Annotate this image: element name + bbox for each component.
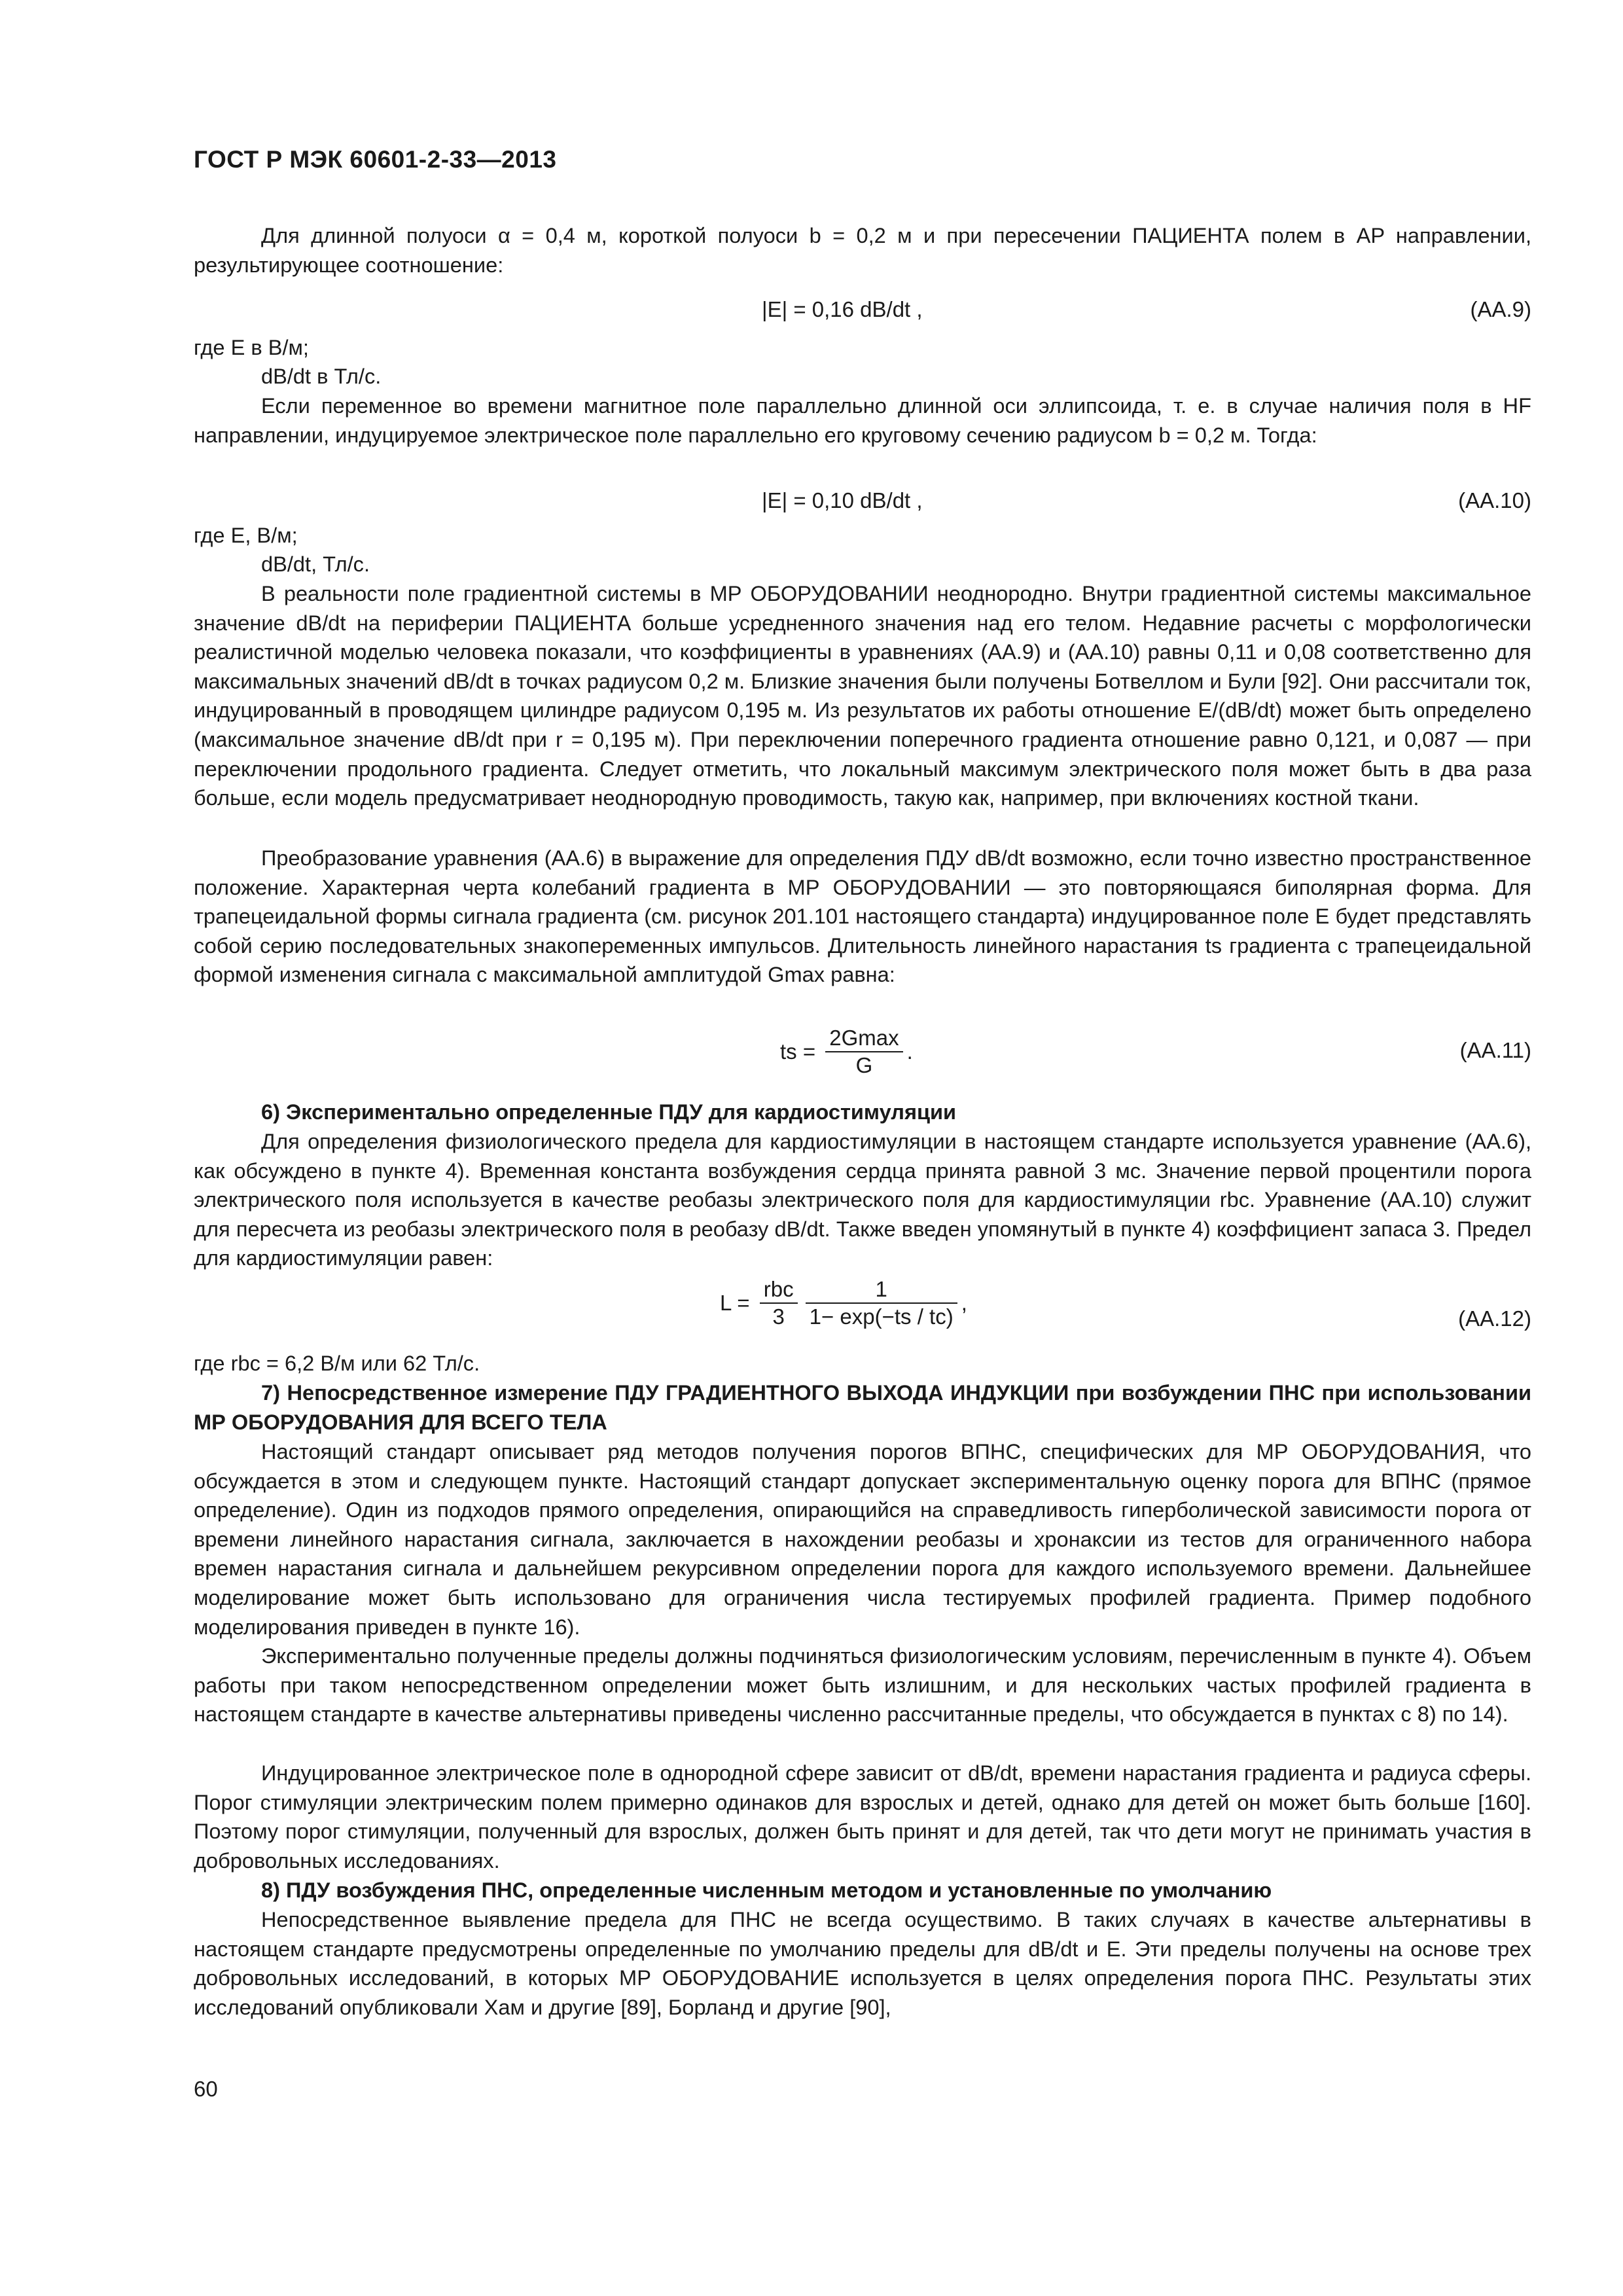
equation-number-aa11: (АА.11) bbox=[1459, 1038, 1531, 1062]
section-heading-7: 7) Непосредственное измерение ПДУ ГРАДИЕНТНОГО ВЫХОДА ИНДУКЦИИ при возбуждении ПНС при использовании МР ОБОРУДОВАНИЯ ДЛЯ ВСЕГО ТЕЛА bbox=[194, 1380, 1531, 1434]
equation-rhs: = 0,16 dB/dt , bbox=[793, 297, 923, 321]
paragraph-gradient-field: В реальности поле градиентной системы в МР ОБОРУДОВАНИИ неоднородно. Внутри градиентной системы максимальное значение dB/dt на периферии ПАЦИЕНТА больше усредненного значения над его телом. Недавние расчеты с морфологически реалистичной моделью человека показали, что коэффициенты в уравнениях (АА.9) и (АА.10) равны 0,11 и 0,08 соответственно для максимальных значений dB/dt в точках радиусом 0,2 м. Близкие значения были получены Ботвеллом и Були [92]. Они рассчитали ток, индуцированный в проводящем цилиндре радиусом 0,195 м. Из результатов их работы отношение E/(dB/dt) может быть определено (максимальное значение dB/dt при r = 0,195 м). При переключении поперечного градиента отношение равно 0,121, и 0,087 — при переключении продольного градиента. Следует отметить, что локальный максимум электрического поля может быть в два раза больше, если модель предусматривает неоднородную проводимость, такую как, например, при включениях костной ткани. bbox=[194, 581, 1531, 810]
paragraph-default-limits: Непосредственное выявление предела для ПНС не всегда осуществимо. В таких случаях в качестве альтернативы в настоящем стандарте предусмотрены определенные по умолчанию пределы для dB/dt и E. Эти пределы получены на основе трех добровольных исследований, в которых МР ОБОРУДОВАНИЕ используется в целях определения порога ПНС. Результаты этих исследований опубликовали Хам и другие [89], Борланд и другие [90], bbox=[194, 1907, 1531, 2019]
paragraph-transform-aa6: Преобразование уравнения (АА.6) в выражение для определения ПДУ dB/dt возможно, если точно известно пространственное положение. Характерная черта колебаний градиента в МР ОБОРУДОВАНИИ — это повторяющаяся биполярная форма. Для трапецеидальной формы сигнала градиента (см. рисунок 201.101 настоящего стандарта) индуцированное поле E будет представлять собой серию последовательных знакопеременных импульсов. Длительность линейного нарастания ts градиента с трапецеидальной формой изменения сигнала с максимальной амплитудой Gmax равна: bbox=[194, 846, 1531, 987]
paragraph-where-rbc: где rbc = 6,2 В/м или 62 Тл/с. bbox=[194, 1351, 480, 1375]
equation-number-aa10: (АА.10) bbox=[1458, 488, 1531, 512]
equation-number-aa12: (АА.12) bbox=[1458, 1306, 1531, 1331]
equation-aa11 bbox=[780, 1025, 913, 1079]
equation-fraction-1 bbox=[760, 1276, 798, 1330]
paragraph-ellipsoid-ap: Для длинной полуоси α = 0,4 м, короткой полуоси b = 0,2 м и при пересечении ПАЦИЕНТА полем в AP направлении, результирующее соотношение: bbox=[194, 223, 1531, 277]
equation-aa9 bbox=[762, 297, 923, 322]
document-header: ГОСТ Р МЭК 60601-2-33—2013 bbox=[194, 146, 557, 173]
fraction-numerator: rbc bbox=[760, 1276, 798, 1304]
paragraph-induced-field: Индуцированное электрическое поле в однородной сфере зависит от dB/dt, времени нарастания градиента и радиуса сферы. Порог стимуляции электрическим полем примерно одинаков для взрослых и детей, однако для детей он может быть больше [160]. Поэтому порог стимуляции, полученный для взрослых, должен быть принят и для детей, так что дети могут не принимать участия в добровольных исследованиях. bbox=[194, 1761, 1531, 1873]
paragraph-hf-direction: Если переменное во времени магнитное поле параллельно длинной оси эллипсоида, т. е. в случае наличия поля в HF направлении, индуцируемое электрическое поле параллельно его круговому сечению радиусом b = 0,2 м. Тогда: bbox=[194, 393, 1531, 447]
equation-lhs: L = bbox=[720, 1291, 750, 1315]
page-number: 60 bbox=[194, 2077, 218, 2101]
fraction-numerator: 1 bbox=[806, 1276, 957, 1304]
equation-lhs: |E| bbox=[762, 297, 788, 321]
paragraph-where-e: где E в В/м; bbox=[194, 335, 309, 359]
paragraph-where-dbdt-2: dB/dt, Тл/с. bbox=[261, 552, 370, 576]
equation-lhs: ts = bbox=[780, 1039, 816, 1064]
equation-rhs: = 0,10 dB/dt , bbox=[793, 488, 923, 512]
fraction-denominator: 3 bbox=[772, 1304, 785, 1329]
paragraph-pns-methods: Настоящий стандарт описывает ряд методов получения порогов ВПНС, специфических для МР ОБОРУДОВАНИЯ, что обсуждается в этом и следующем пункте. Настоящий стандарт допускает экспериментальную оценку порога для ВПНС (прямое определение). Один из подходов прямого определения, опирающийся на справедливость гиперболической зависимости порога от времени линейного нарастания сигнала, заключается в нахождении реобазы и хронаксии из тестов для ограниченного набора времен нарастания сигнала и дальнейшем рекурсивном определении порога для каждого используемого времени. Дальнейшее моделирование может быть использовано для ограничения числа тестируемых профилей градиента. Пример подобного моделирования приведен в пункте 16). bbox=[194, 1439, 1531, 1639]
section-heading-8: 8) ПДУ возбуждения ПНС, определенные численным методом и установленные по умолчанию bbox=[261, 1878, 1272, 1902]
equation-lhs: |E| bbox=[762, 488, 788, 512]
equation-fraction-2 bbox=[806, 1276, 957, 1330]
equation-tail: . bbox=[906, 1039, 913, 1064]
equation-tail: , bbox=[961, 1291, 967, 1315]
paragraph-experimental-limits: Экспериментально полученные пределы должны подчиняться физиологическим условиям, перечисленным в пункте 4). Объем работы при таком непосредственном определении может быть излишним, и для нескольких частых профилей градиента в настоящем стандарте в качестве альтернативы приведены численно рассчитанные пределы, что обсуждается в пунктах с 8) по 14). bbox=[194, 1643, 1531, 1727]
fraction-denominator: 1− exp(−ts / tc) bbox=[809, 1304, 954, 1329]
section-heading-6: 6) Экспериментально определенные ПДУ для кардиостимуляции bbox=[261, 1100, 957, 1124]
paragraph-cardiostimulation: Для определения физиологического предела для кардиостимуляции в настоящем стандарте используется уравнение (АА.6), как обсуждено в пункте 4). Временная константа возбуждения сердца принята равной 3 мс. Значение первой процентили порога электрического поля используется в качестве реобазы электрического поля для кардиостимуляции rbc. Уравнение (АА.10) служит для пересчета из реобазы электрического поля в реобазу dB/dt. Также введен упомянутый в пункте 4) коэффициент запаса 3. Предел для кардиостимуляции равен: bbox=[194, 1129, 1531, 1270]
paragraph-where-dbdt: dB/dt в Тл/с. bbox=[261, 364, 382, 388]
paragraph-where-e-2: где E, В/м; bbox=[194, 523, 298, 547]
equation-number-aa9: (АА.9) bbox=[1470, 297, 1531, 321]
equation-aa10 bbox=[762, 488, 923, 513]
equation-aa12 bbox=[720, 1276, 967, 1330]
fraction-numerator: 2Gmax bbox=[825, 1025, 902, 1052]
equation-fraction bbox=[825, 1025, 902, 1079]
fraction-denominator: G bbox=[855, 1053, 873, 1077]
